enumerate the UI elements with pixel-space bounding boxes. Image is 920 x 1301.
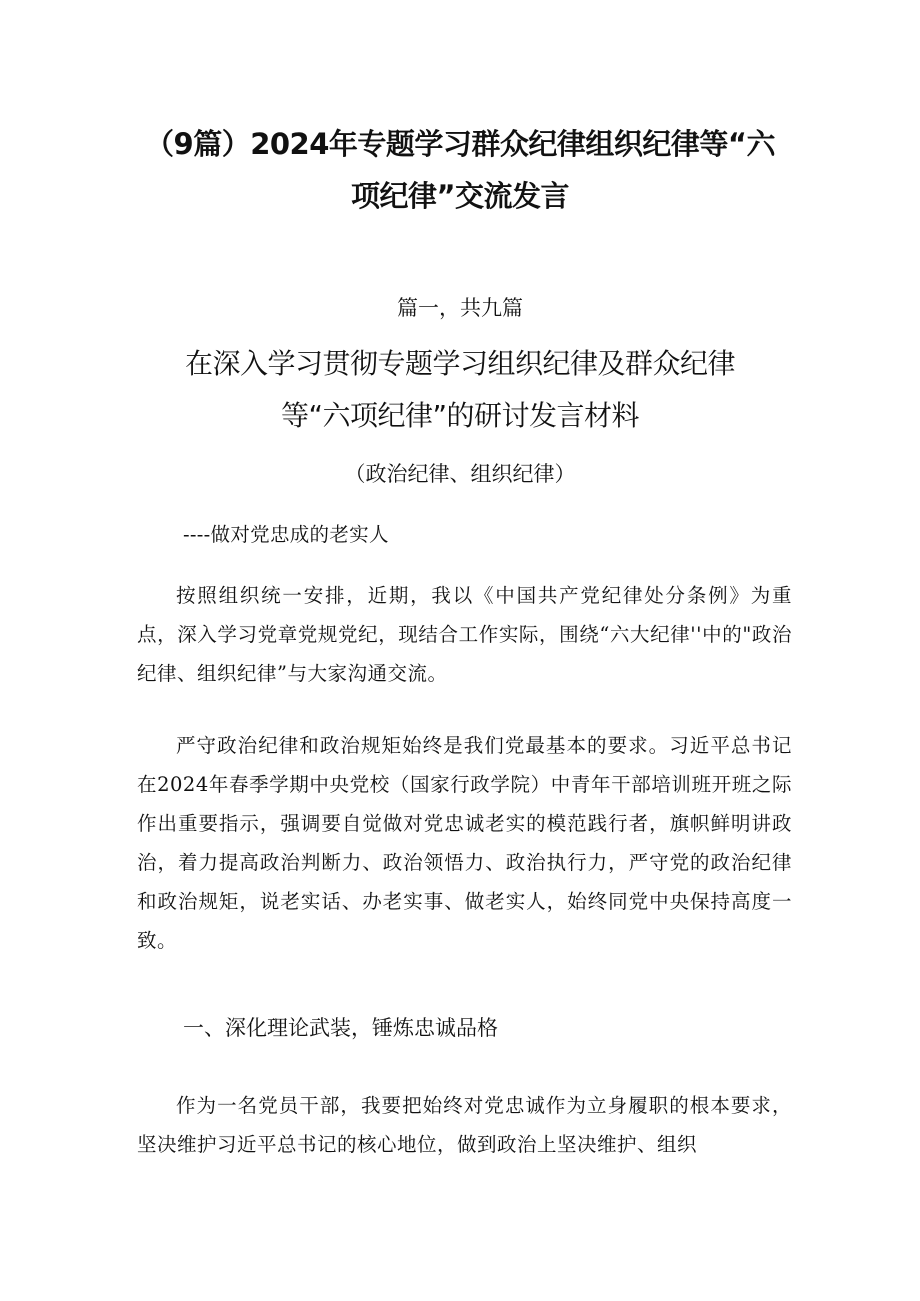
chapter-title-line-1: 在深入学习贯彻专题学习组织纪律及群众纪律: [184, 347, 735, 380]
chapter-title-line-2: 等“六项纪律”的研讨发言材料: [280, 399, 639, 432]
section-heading: 一、深化理论武装，锤炼忠诚品格: [183, 1016, 498, 1040]
body-paragraph: 按照组织统一安排，近期，我以《中国共产党纪律处分条例》为重点，深入学习党章党规党纪，现结合工作实际，围绕“六大纪律''中的"政治纪律、组织纪律”与大家沟通交流。: [137, 584, 792, 685]
document-title: （9篇）2024年专题学习群众纪律组织纪律等“六项纪律”交流发言: [145, 127, 775, 213]
chapter-subtitle: （政治纪律、组织纪律）: [344, 462, 576, 486]
chapter-title: [0, 338, 920, 442]
body-paragraph: 严守政治纪律和政治规矩始终是我们党最基本的要求。习近平总书记在2024年春季学期中央党校（国家行政学院）中青年干部培训班开班之际作出重要指示，强调要自觉做对党忠诚老实的模范践行者，旗帜鲜明讲政治，着力提高政治判断力、政治领悟力、政治执行力，严守党的政治纪律和政治规矩，说老实话、办老实事、做老实人，始终同党中央保持高度一致。: [137, 734, 792, 952]
body-paragraph: 作为一名党员干部，我要把始终对党忠诚作为立身履职的根本要求，坚决维护习近平总书记的核心地位，做到政治上坚决维护、组织: [137, 1094, 792, 1156]
tagline: ----做对党忠成的老实人: [183, 523, 389, 546]
chapter-number: 篇一，共九篇: [397, 296, 523, 320]
